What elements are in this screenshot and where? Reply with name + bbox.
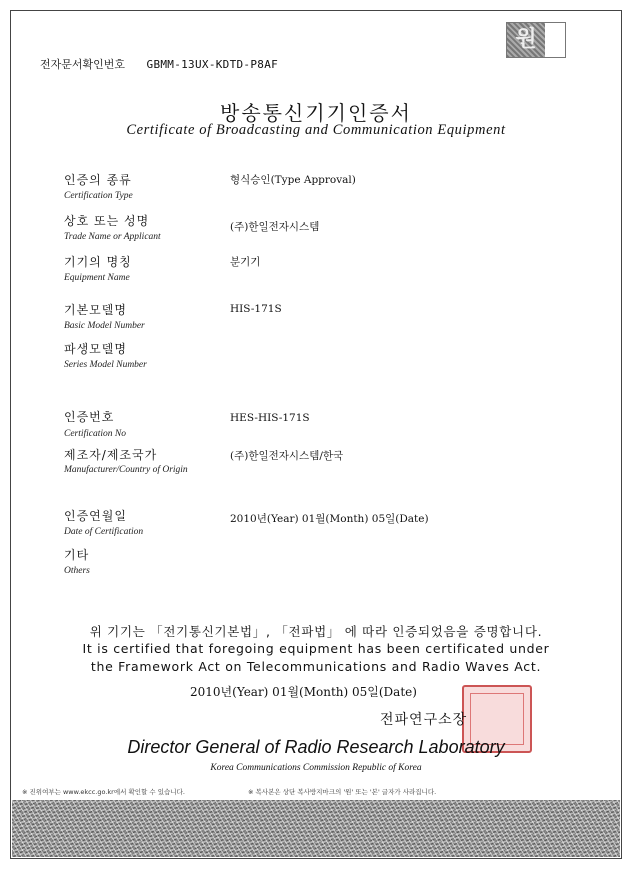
field-trade-name-label-en: Trade Name or Applicant [64,232,161,242]
anti-copy-pattern-band [12,800,620,857]
field-basic-model-value: HIS-171S [230,303,282,315]
issuer-organization: Korea Communications Commission Republic of Korea [210,763,422,773]
footer-note-copy: ※ 복사본은 상단 복사방지마크의 '원' 또는 '본' 글자가 사라집니다. [248,788,437,796]
field-certification-no-label-en: Certification No [64,429,127,439]
field-equipment-name-label-ko: 기기의 명칭 [64,255,132,269]
doc-check-number: GBMM-13UX-KDTD-P8AF [146,58,279,71]
original-mark-glyph: 원 [507,23,545,57]
issuer-english: Director General of Radio Research Laboratory [127,737,505,757]
field-trade-name-label-ko: 상호 또는 성명 [64,214,150,228]
doc-check-label: 전자문서확인번호 [40,58,126,71]
field-certification-no-label-ko: 인증번호 [64,410,115,424]
field-manufacturer-value: (주)한일전자시스템/한국 [230,450,344,462]
field-equipment-name-label-en: Equipment Name [64,273,130,283]
field-certification-type-value: 형식승인(Type Approval) [230,174,356,186]
issue-date: 2010년(Year) 01월(Month) 05일(Date) [190,685,417,699]
field-equipment-name-value: 분기기 [230,256,261,268]
statement-english-line1: It is certified that foregoing equipment has been certificated under [82,641,550,656]
field-certification-date-label-ko: 인증연월일 [64,509,127,523]
field-certification-no-value: HES-HIS-171S [230,412,310,424]
footer-note-verification: ※ 진위여부는 www.ekcc.go.kr에서 확인할 수 있습니다. [22,788,185,796]
field-certification-date-label-en: Date of Certification [64,527,144,537]
field-basic-model-label-en: Basic Model Number [64,321,145,331]
certificate-title-english: Certificate of Broadcasting and Communication Equipment [126,122,506,138]
field-certification-type-label-ko: 인증의 종류 [64,173,132,187]
certificate-title-korean: 방송통신기기인증서 [220,101,412,125]
field-series-model-label-en: Series Model Number [64,360,147,370]
field-others-label-en: Others [64,566,90,576]
field-certification-date-value: 2010년(Year) 01월(Month) 05일(Date) [230,513,429,525]
field-trade-name-value: (주)한일전자시스템 [230,221,320,233]
statement-korean: 위 기기는 「전기통신기본법」, 「전파법」 에 따라 인증되었음을 증명합니다. [89,624,543,639]
original-copy-mark [506,22,566,58]
field-manufacturer-label-en: Manufacturer/Country of Origin [64,465,188,475]
field-series-model-label-ko: 파생모델명 [64,342,127,356]
statement-english-line2: the Framework Act on Telecommunications and Radio Waves Act. [90,659,542,674]
doc-check-row [40,56,278,72]
issuer-korean: 전파연구소장 [380,712,468,728]
field-others-label-ko: 기타 [64,548,90,562]
field-basic-model-label-ko: 기본모델명 [64,303,127,317]
field-certification-type-label-en: Certification Type [64,191,133,201]
field-manufacturer-label-ko: 제조자/제조국가 [64,448,158,462]
